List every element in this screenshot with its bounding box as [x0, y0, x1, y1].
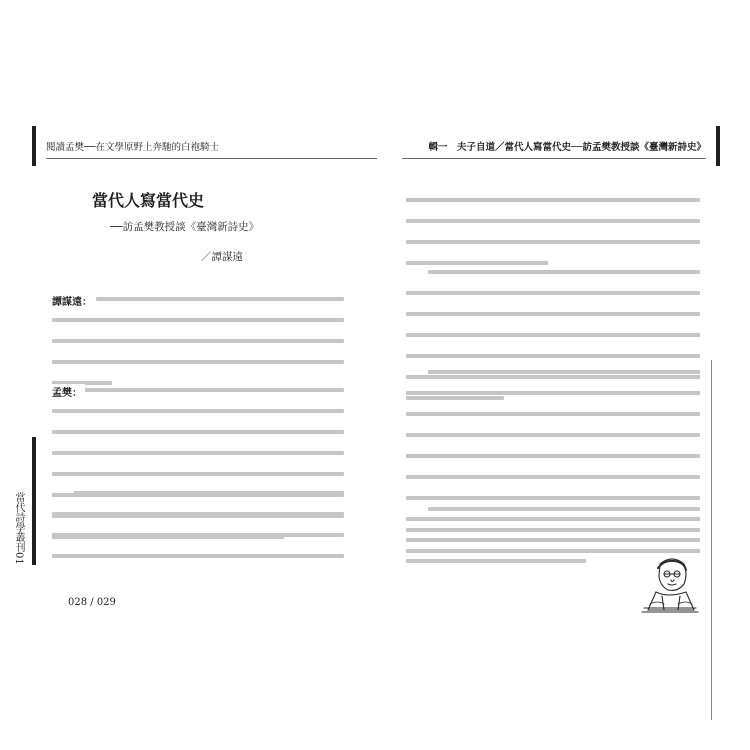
margin-rule [711, 360, 712, 720]
speaker-label: 孟樊： [52, 384, 85, 399]
series-marker-bar [32, 437, 36, 565]
interviewer-paragraph [52, 297, 344, 402]
speaker-label: 譚謀遠： [52, 293, 95, 308]
article-title: 當代人寫當代史 [92, 191, 205, 210]
series-label: 當代詩學叢刊01 [13, 492, 24, 565]
portrait-sketch [634, 552, 706, 618]
header-marker-bar [32, 126, 36, 166]
right-running-header [402, 126, 720, 166]
header-rule [402, 158, 706, 159]
body-paragraph [52, 491, 344, 575]
article-byline: ／譚謀遠 [201, 251, 243, 263]
left-header-text: 閱讀孟樊──在文學原野上奔馳的白袍騎士 [46, 142, 219, 153]
header-rule [46, 158, 377, 159]
page-numbers: 028 / 029 [68, 597, 116, 608]
header-marker-bar [716, 126, 720, 166]
article-subtitle: ──訪孟樊教授談《臺灣新詩史》 [110, 221, 260, 233]
right-header-text: 輯一 夫子自道／當代人寫當代史──訪孟樊教授談《臺灣新詩史》 [428, 142, 706, 153]
left-running-header [32, 126, 377, 166]
